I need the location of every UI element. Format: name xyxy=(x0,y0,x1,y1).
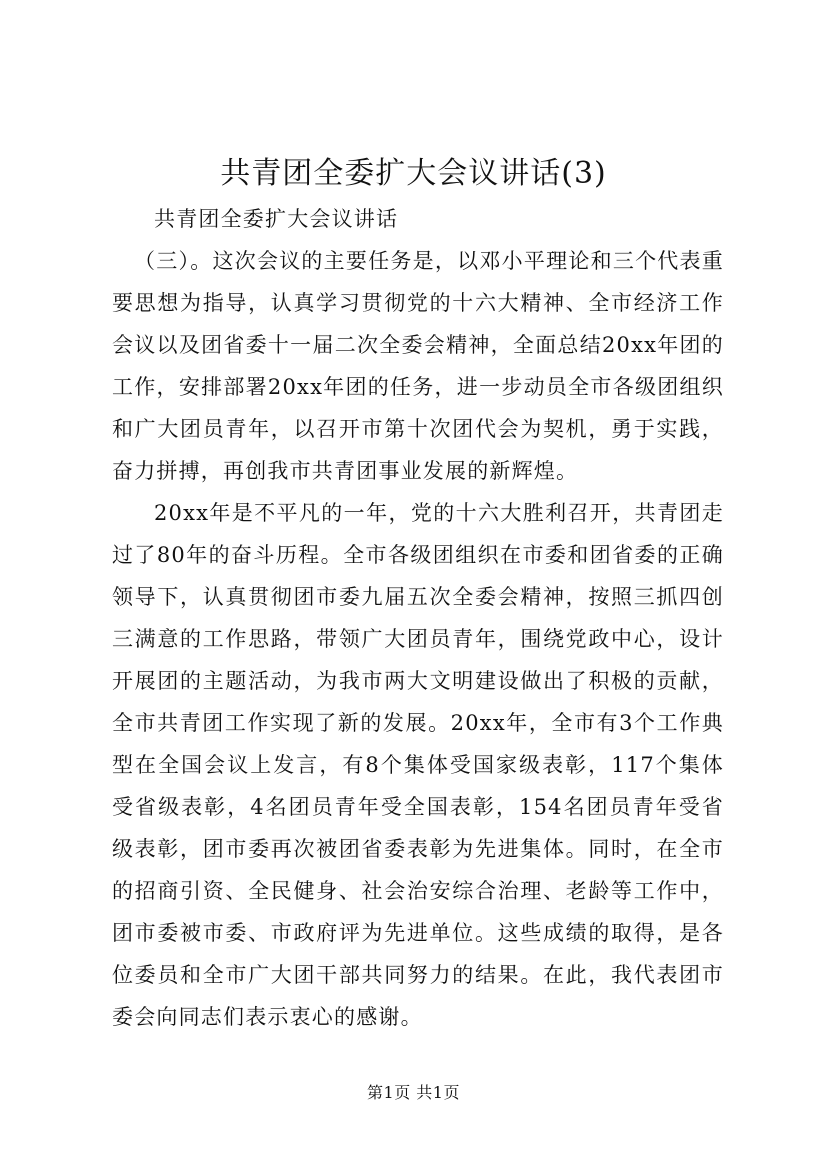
paragraph-2: 20xx年是不平凡的一年，党的十六大胜利召开，共青团走过了80年的奋斗历程。全市各级团组织在市委和团省委的正确领导下，认真贯彻团市委九届五次全委会精神，按照三抓四创三满意的工作思路，带领广大团员青年，围绕党政中心，设计开展团的主题活动，为我市两大文明建设做出了积极的贡献，全市共青团工作实现了新的发展。20xx年，全市有3个工作典型在全国会议上发言，有8个集体受国家级表彰，117个集体受省级表彰，4名团员青年受全国表彰，154名团员青年受省级表彰，团市委再次被团省委表彰为先进集体。同时，在全市的招商引资、全民健身、社会治安综合治理、老龄等工作中，团市委被市委、市政府评为先进单位。这些成绩的取得，是各位委员和全市广大团干部共同努力的结果。在此，我代表团市委会向同志们表示衷心的感谢。 xyxy=(112,501,724,1029)
page-footer: 第1页 共1页 xyxy=(367,1083,460,1102)
document-subtitle: 共青团全委扩大会议讲话 xyxy=(154,207,399,231)
paragraph-1: （三）。这次会议的主要任务是，以邓小平理论和三个代表重要思想为指导，认真学习贯彻党的十六大精神、全市经济工作会议以及团省委十一届二次全委会精神，全面总结20xx年团的工作，安排部署20xx年团的任务，进一步动员全市各级团组织和广大团员青年，以召开市第十次团代会为契机，勇于实践，奋力拼搏，再创我市共青团事业发展的新辉煌。 xyxy=(112,249,724,483)
document-body xyxy=(112,198,724,1038)
document-title: 共青团全委扩大会议讲话(3) xyxy=(220,156,607,191)
